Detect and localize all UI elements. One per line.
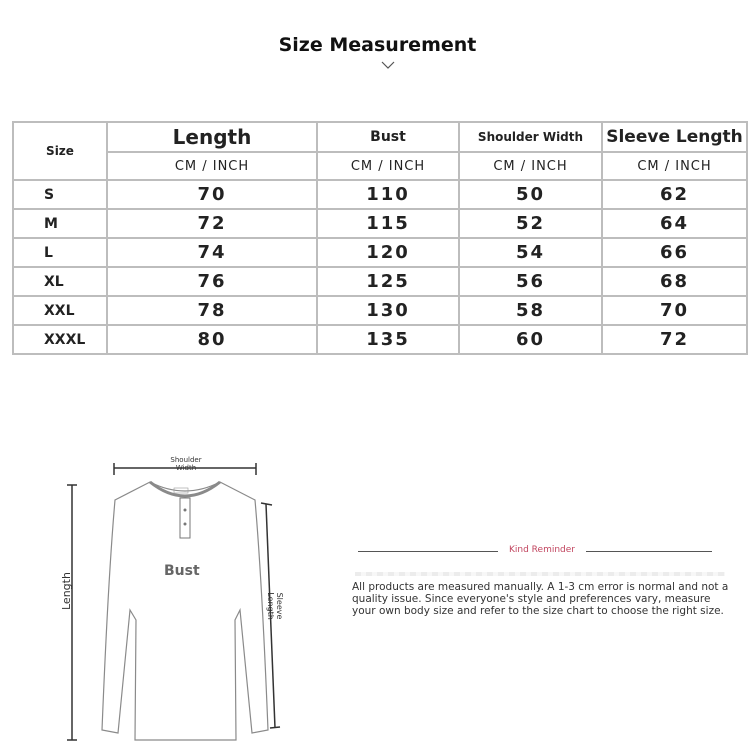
- table-row: [13, 296, 747, 325]
- chevron-down-icon: [381, 60, 395, 70]
- table-row: [13, 180, 747, 209]
- cell-length: 70: [107, 180, 317, 209]
- cell-length: 76: [107, 267, 317, 296]
- cell-sleeve: 68: [602, 267, 747, 296]
- cell-bust: 110: [317, 180, 459, 209]
- cell-sleeve: 66: [602, 238, 747, 267]
- shoulder-label-line2: Width: [175, 464, 197, 472]
- table-header-row: [13, 122, 747, 152]
- cell-bust: 120: [317, 238, 459, 267]
- cell-length: 72: [107, 209, 317, 238]
- sleeve-label-line2: Length: [266, 592, 275, 620]
- reminder-text: All products are measured manually. A 1-3 cm error is normal and not a quality issue. Since everyone's style and preferences vary, measure your own body size and refer to the size chart to choose the right size.: [352, 581, 729, 617]
- header-shoulder-width: Shoulder Width: [459, 122, 602, 152]
- shirt-measurement-diagram: [0, 440, 340, 755]
- cell-sleeve: 72: [602, 325, 747, 354]
- cell-shoulder: 50: [459, 180, 602, 209]
- sleeve-label-line1: Sleeve: [275, 592, 284, 620]
- cell-bust: 130: [317, 296, 459, 325]
- cell-shoulder: 58: [459, 296, 602, 325]
- cell-shoulder: 60: [459, 325, 602, 354]
- cell-sleeve: 64: [602, 209, 747, 238]
- cell-shoulder: 52: [459, 209, 602, 238]
- cell-length: 74: [107, 238, 317, 267]
- cell-sleeve: 62: [602, 180, 747, 209]
- shoulder-label-line1: Shoulder: [170, 456, 202, 464]
- unit-shoulder: CM / INCH: [459, 152, 602, 180]
- size-chart-table: [12, 121, 748, 355]
- page-title: Size Measurement: [278, 34, 477, 56]
- cell-bust: 125: [317, 267, 459, 296]
- header-sleeve-length: Sleeve Length: [602, 122, 747, 152]
- header-length: Length: [107, 122, 317, 152]
- cell-size: XXXL: [13, 325, 107, 354]
- header-bust: Bust: [317, 122, 459, 152]
- cell-shoulder: 54: [459, 238, 602, 267]
- cell-length: 80: [107, 325, 317, 354]
- table-unit-row: [13, 152, 747, 180]
- sleeve-length-label: [266, 586, 284, 626]
- table-row: [13, 267, 747, 296]
- cell-length: 78: [107, 296, 317, 325]
- cell-shoulder: 56: [459, 267, 602, 296]
- reminder-divider-right: [586, 551, 712, 552]
- cell-bust: 135: [317, 325, 459, 354]
- unit-bust: CM / INCH: [317, 152, 459, 180]
- cell-size: XL: [13, 267, 107, 296]
- decorative-strip: [355, 572, 725, 576]
- table-row: [13, 209, 747, 238]
- bust-label: Bust: [164, 563, 200, 579]
- cell-size: S: [13, 180, 107, 209]
- unit-length: CM / INCH: [107, 152, 317, 180]
- reminder-divider-left: [358, 551, 498, 552]
- shoulder-width-label: [160, 456, 212, 472]
- cell-size: M: [13, 209, 107, 238]
- unit-sleeve: CM / INCH: [602, 152, 747, 180]
- cell-sleeve: 70: [602, 296, 747, 325]
- cell-size: L: [13, 238, 107, 267]
- cell-bust: 115: [317, 209, 459, 238]
- header-size: Size: [13, 122, 107, 180]
- table-row: [13, 238, 747, 267]
- cell-size: XXL: [13, 296, 107, 325]
- reminder-title: Kind Reminder: [500, 545, 584, 555]
- table-row: [13, 325, 747, 354]
- length-label: Length: [60, 572, 73, 610]
- shirt-outline-icon: [0, 440, 340, 755]
